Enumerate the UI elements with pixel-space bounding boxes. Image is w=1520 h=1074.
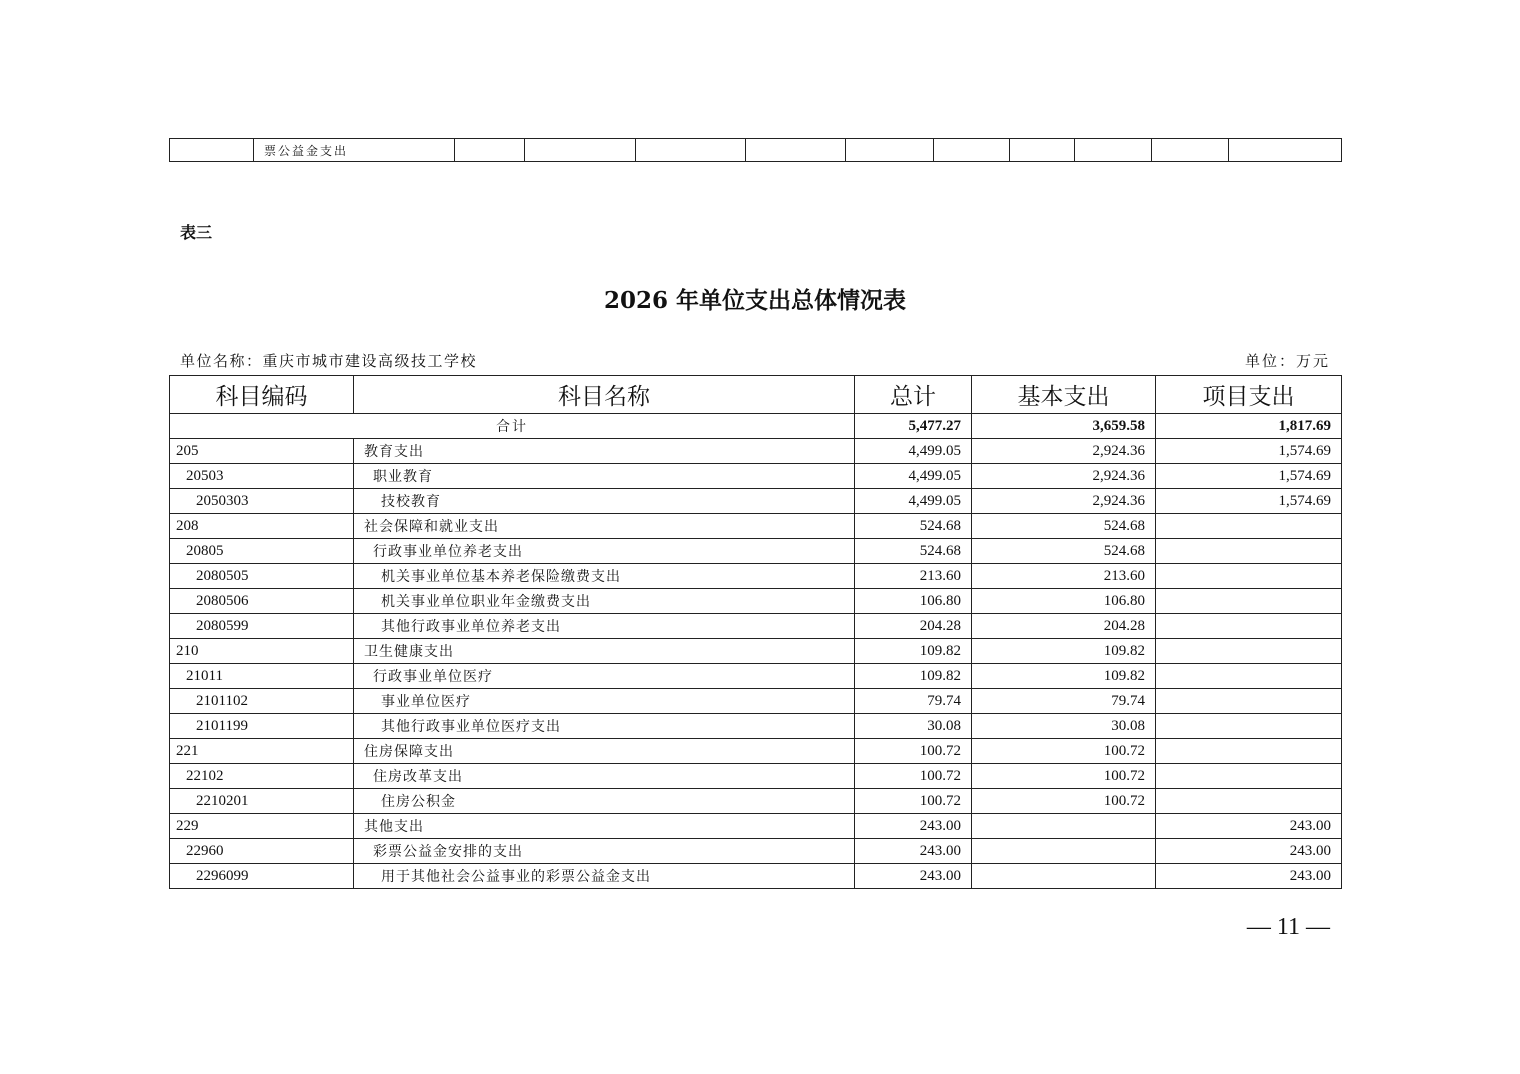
fragment-cell [525,139,636,162]
project-cell [1156,789,1342,814]
total-cell: 204.28 [855,614,972,639]
header-name: 科目名称 [354,376,855,414]
project-cell [1156,589,1342,614]
total-cell: 4,499.05 [855,464,972,489]
project-cell [1156,539,1342,564]
basic-cell: 30.08 [972,714,1156,739]
project-cell: 1,574.69 [1156,489,1342,514]
basic-cell: 2,924.36 [972,464,1156,489]
code-cell: 229 [170,814,354,839]
basic-cell: 100.72 [972,739,1156,764]
header-total: 总计 [855,376,972,414]
total-cell: 243.00 [855,839,972,864]
name-cell: 卫生健康支出 [354,639,855,664]
total-cell: 4,499.05 [855,439,972,464]
table-row [170,764,1342,789]
basic-cell: 109.82 [972,639,1156,664]
table-row [170,689,1342,714]
total-cell: 30.08 [855,714,972,739]
total-label: 合计 [170,414,855,439]
fragment-cell [455,139,525,162]
total-cell: 106.80 [855,589,972,614]
name-cell: 用于其他社会公益事业的彩票公益金支出 [354,864,855,889]
total-cell: 100.72 [855,764,972,789]
code-cell: 2296099 [170,864,354,889]
fragment-row [170,139,1342,162]
basic-cell: 213.60 [972,564,1156,589]
total-cell: 109.82 [855,639,972,664]
code-cell: 2080505 [170,564,354,589]
basic-cell: 100.72 [972,789,1156,814]
table-row [170,614,1342,639]
project-cell [1156,764,1342,789]
table-row [170,814,1342,839]
basic-cell [972,864,1156,889]
code-cell: 208 [170,514,354,539]
name-cell: 事业单位医疗 [354,689,855,714]
table-row [170,739,1342,764]
project-cell: 1,574.69 [1156,439,1342,464]
project-cell [1156,614,1342,639]
table-row [170,564,1342,589]
expenditure-table [169,375,1342,889]
basic-cell [972,814,1156,839]
basic-cell: 204.28 [972,614,1156,639]
basic-cell: 524.68 [972,539,1156,564]
project-cell [1156,664,1342,689]
project-cell [1156,514,1342,539]
code-cell: 20805 [170,539,354,564]
name-cell: 社会保障和就业支出 [354,514,855,539]
total-cell: 100.72 [855,739,972,764]
name-cell: 机关事业单位基本养老保险缴费支出 [354,564,855,589]
basic-cell: 2,924.36 [972,489,1156,514]
project-cell [1156,714,1342,739]
fragment-cell [1229,139,1342,162]
header-project: 项目支出 [1156,376,1342,414]
code-cell: 22960 [170,839,354,864]
page-number: — 11 — [1246,914,1330,940]
fragment-cell [636,139,746,162]
basic-cell [972,839,1156,864]
project-cell [1156,639,1342,664]
fragment-cell [846,139,934,162]
name-cell: 住房公积金 [354,789,855,814]
table-row [170,839,1342,864]
total-row [170,414,1342,439]
total-cell: 100.72 [855,789,972,814]
fragment-cell: 票公益金支出 [254,139,455,162]
project-cell: 243.00 [1156,839,1342,864]
name-cell: 技校教育 [354,489,855,514]
unit-name: 单位名称：重庆市城市建设高级技工学校 [180,352,478,370]
table-row [170,714,1342,739]
name-cell: 教育支出 [354,439,855,464]
basic-cell: 3,659.58 [972,414,1156,439]
project-cell [1156,739,1342,764]
header-basic: 基本支出 [972,376,1156,414]
table-row [170,514,1342,539]
table-row [170,489,1342,514]
name-cell: 其他行政事业单位养老支出 [354,614,855,639]
basic-cell: 106.80 [972,589,1156,614]
basic-cell: 79.74 [972,689,1156,714]
name-cell: 行政事业单位养老支出 [354,539,855,564]
project-cell [1156,564,1342,589]
name-cell: 住房改革支出 [354,764,855,789]
basic-cell: 109.82 [972,664,1156,689]
table-row [170,639,1342,664]
total-cell: 109.82 [855,664,972,689]
table-row [170,664,1342,689]
header-code: 科目编码 [170,376,354,414]
table-row [170,439,1342,464]
project-cell: 243.00 [1156,814,1342,839]
code-cell: 2080506 [170,589,354,614]
fragment-cell [934,139,1010,162]
total-cell: 524.68 [855,514,972,539]
basic-cell: 100.72 [972,764,1156,789]
total-cell: 79.74 [855,689,972,714]
name-cell: 职业教育 [354,464,855,489]
table-row [170,464,1342,489]
table-row [170,864,1342,889]
code-cell: 21011 [170,664,354,689]
fragment-cell [1010,139,1075,162]
project-cell: 243.00 [1156,864,1342,889]
name-cell: 彩票公益金安排的支出 [354,839,855,864]
name-cell: 住房保障支出 [354,739,855,764]
table-row [170,539,1342,564]
total-cell: 213.60 [855,564,972,589]
fragment-cell [746,139,846,162]
table-row [170,789,1342,814]
table-row [170,589,1342,614]
basic-cell: 2,924.36 [972,439,1156,464]
code-cell: 2210201 [170,789,354,814]
fragment-cell [1152,139,1229,162]
code-cell: 2080599 [170,614,354,639]
basic-cell: 524.68 [972,514,1156,539]
previous-table-fragment [169,138,1342,162]
code-cell: 22102 [170,764,354,789]
table-header-row [170,376,1342,414]
total-cell: 5,477.27 [855,414,972,439]
name-cell: 其他行政事业单位医疗支出 [354,714,855,739]
project-cell [1156,689,1342,714]
code-cell: 205 [170,439,354,464]
code-cell: 2101102 [170,689,354,714]
fragment-cell [170,139,254,162]
code-cell: 2101199 [170,714,354,739]
name-cell: 行政事业单位医疗 [354,664,855,689]
fragment-cell [1075,139,1152,162]
code-cell: 20503 [170,464,354,489]
table-label: 表三 [180,223,213,242]
total-cell: 524.68 [855,539,972,564]
name-cell: 机关事业单位职业年金缴费支出 [354,589,855,614]
name-cell: 其他支出 [354,814,855,839]
total-cell: 243.00 [855,814,972,839]
project-cell: 1,817.69 [1156,414,1342,439]
total-cell: 243.00 [855,864,972,889]
document-title: 2026 年单位支出总体情况表 [603,287,907,314]
total-cell: 4,499.05 [855,489,972,514]
currency-unit-label: 单位：万元 [1244,352,1330,370]
code-cell: 2050303 [170,489,354,514]
code-cell: 210 [170,639,354,664]
table-body [170,414,1342,889]
project-cell: 1,574.69 [1156,464,1342,489]
code-cell: 221 [170,739,354,764]
